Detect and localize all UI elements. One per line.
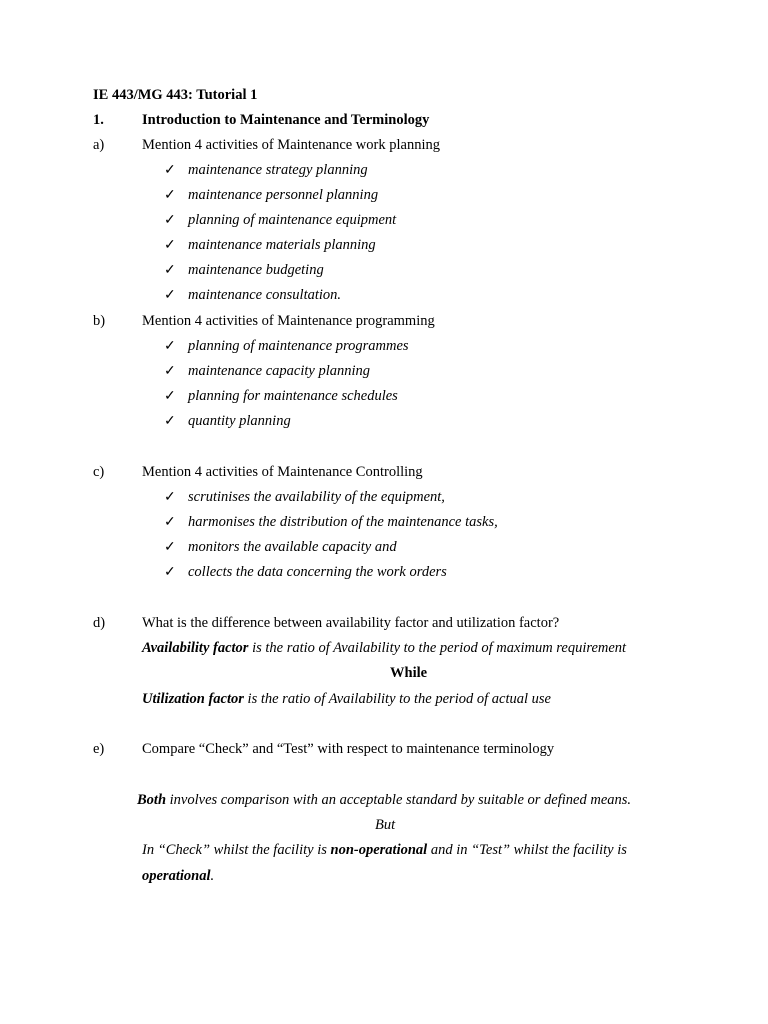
check-icon: ✓ [164, 263, 176, 278]
list-item: maintenance materials planning [188, 237, 376, 253]
question-c-text: Mention 4 activities of Maintenance Controlling [142, 464, 423, 480]
check-icon: ✓ [164, 540, 176, 555]
availability-factor-text: is the ratio of Availability to the period of maximum requirement [248, 640, 627, 656]
question-a-text: Mention 4 activities of Maintenance work planning [142, 137, 440, 153]
list-item: harmonises the distribution of the maintenance tasks, [188, 514, 498, 530]
list-item: maintenance personnel planning [188, 187, 379, 203]
question-b-letter: b) [93, 313, 106, 329]
list-item: maintenance strategy planning [188, 162, 368, 178]
check-test-line-1 [142, 842, 627, 859]
period: . [210, 868, 215, 884]
non-operational-term: non-operational [330, 842, 428, 858]
check-icon: ✓ [164, 414, 176, 429]
operational-term: operational [142, 868, 211, 884]
question-b-text: Mention 4 activities of Maintenance programming [142, 313, 435, 329]
check-icon: ✓ [164, 389, 176, 404]
list-item: quantity planning [188, 413, 291, 429]
list-item: maintenance consultation. [188, 287, 342, 303]
check-test-line-2 [142, 868, 214, 885]
list-item: monitors the available capacity and [188, 539, 397, 555]
document-title: IE 443/MG 443: Tutorial 1 [93, 87, 258, 103]
both-statement [137, 792, 631, 809]
availability-factor-definition [142, 640, 626, 657]
question-e-letter: e) [93, 741, 105, 757]
list-item: planning of maintenance equipment [188, 212, 397, 228]
utilization-factor-term: Utilization factor [142, 691, 244, 707]
utilization-factor-text: is the ratio of Availability to the period of actual use [243, 691, 551, 707]
both-text: involves comparison with an acceptable standard by suitable or defined means. [166, 792, 632, 808]
check-icon: ✓ [164, 188, 176, 203]
list-item: collects the data concerning the work orders [188, 564, 447, 580]
list-item: maintenance capacity planning [188, 363, 371, 379]
connector-but: But [375, 817, 396, 833]
list-item: planning of maintenance programmes [188, 338, 409, 354]
check-test-text: In “Check” whilst the facility is [142, 842, 331, 858]
check-icon: ✓ [164, 364, 176, 379]
section-title: Introduction to Maintenance and Terminology [142, 112, 430, 128]
check-icon: ✓ [164, 565, 176, 580]
section-number: 1. [93, 112, 104, 128]
question-d-letter: d) [93, 615, 106, 631]
check-icon: ✓ [164, 339, 176, 354]
check-icon: ✓ [164, 163, 176, 178]
question-c-letter: c) [93, 464, 105, 480]
question-d-text: What is the difference between availability factor and utilization factor? [142, 615, 560, 631]
question-a-letter: a) [93, 137, 105, 153]
both-term: Both [137, 792, 167, 808]
check-icon: ✓ [164, 490, 176, 505]
list-item: maintenance budgeting [188, 262, 324, 278]
list-item: planning for maintenance schedules [188, 388, 398, 404]
connector-while: While [390, 665, 428, 681]
check-icon: ✓ [164, 288, 176, 303]
check-test-text: and in “Test” whilst the facility is [427, 842, 627, 858]
check-icon: ✓ [164, 213, 176, 228]
list-item: scrutinises the availability of the equipment, [188, 489, 445, 505]
utilization-factor-definition [142, 691, 551, 708]
check-icon: ✓ [164, 515, 176, 530]
availability-factor-term: Availability factor [142, 640, 249, 656]
check-icon: ✓ [164, 238, 176, 253]
question-e-text: Compare “Check” and “Test” with respect to maintenance terminology [142, 741, 555, 757]
